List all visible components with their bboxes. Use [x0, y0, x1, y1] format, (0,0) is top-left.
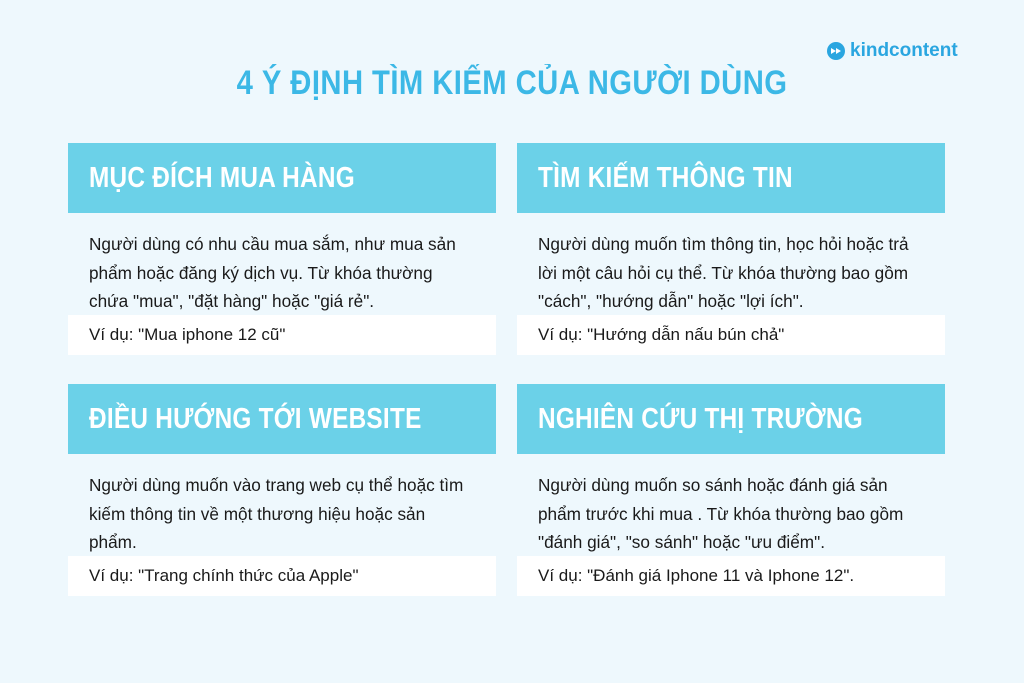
card-description: Người dùng muốn tìm thông tin, học hỏi hoặc trả lời một câu hỏi cụ thể. Từ khóa thường bao gồm "cách", "hướng dẫn" hoặc "lợi ích". — [538, 234, 909, 311]
card-heading: ĐIỀU HƯỚNG TỚI WEBSITE — [89, 402, 422, 435]
kindcontent-logo-icon — [826, 41, 846, 61]
card-heading-bar — [68, 384, 496, 454]
card-heading: MỤC ĐÍCH MUA HÀNG — [89, 161, 355, 194]
card-informational-intent — [517, 143, 945, 355]
card-description: Người dùng muốn vào trang web cụ thể hoặc tìm kiếm thông tin về một thương hiệu hoặc sản phẩm. — [89, 475, 464, 552]
card-example: Ví dụ: "Trang chính thức của Apple" — [68, 556, 496, 596]
card-commercial-investigation — [517, 384, 945, 596]
page-title: 4 Ý ĐỊNH TÌM KIẾM CỦA NGƯỜI DÙNG — [236, 64, 788, 102]
card-heading-bar — [517, 143, 945, 213]
card-example: Ví dụ: "Hướng dẫn nấu bún chả" — [517, 315, 945, 355]
card-example: Ví dụ: "Đánh giá Iphone 11 và Iphone 12". — [517, 556, 945, 596]
card-purchase-intent — [68, 143, 496, 355]
card-heading-bar — [68, 143, 496, 213]
card-heading-bar — [517, 384, 945, 454]
card-heading: NGHIÊN CỨU THỊ TRƯỜNG — [538, 402, 863, 435]
card-navigational-intent — [68, 384, 496, 596]
card-description: Người dùng có nhu cầu mua sắm, như mua sản phẩm hoặc đăng ký dịch vụ. Từ khóa thường chứa "mua", "đặt hàng" hoặc "giá rẻ". — [89, 234, 456, 311]
brand-logo — [826, 40, 958, 62]
card-example: Ví dụ: "Mua iphone 12 cũ" — [68, 315, 496, 355]
card-heading: TÌM KIẾM THÔNG TIN — [538, 161, 793, 194]
brand-name: kindcontent — [850, 40, 958, 61]
card-description: Người dùng muốn so sánh hoặc đánh giá sản phẩm trước khi mua . Từ khóa thường bao gồm "đánh giá", "so sánh" hoặc "ưu điểm". — [538, 475, 904, 552]
